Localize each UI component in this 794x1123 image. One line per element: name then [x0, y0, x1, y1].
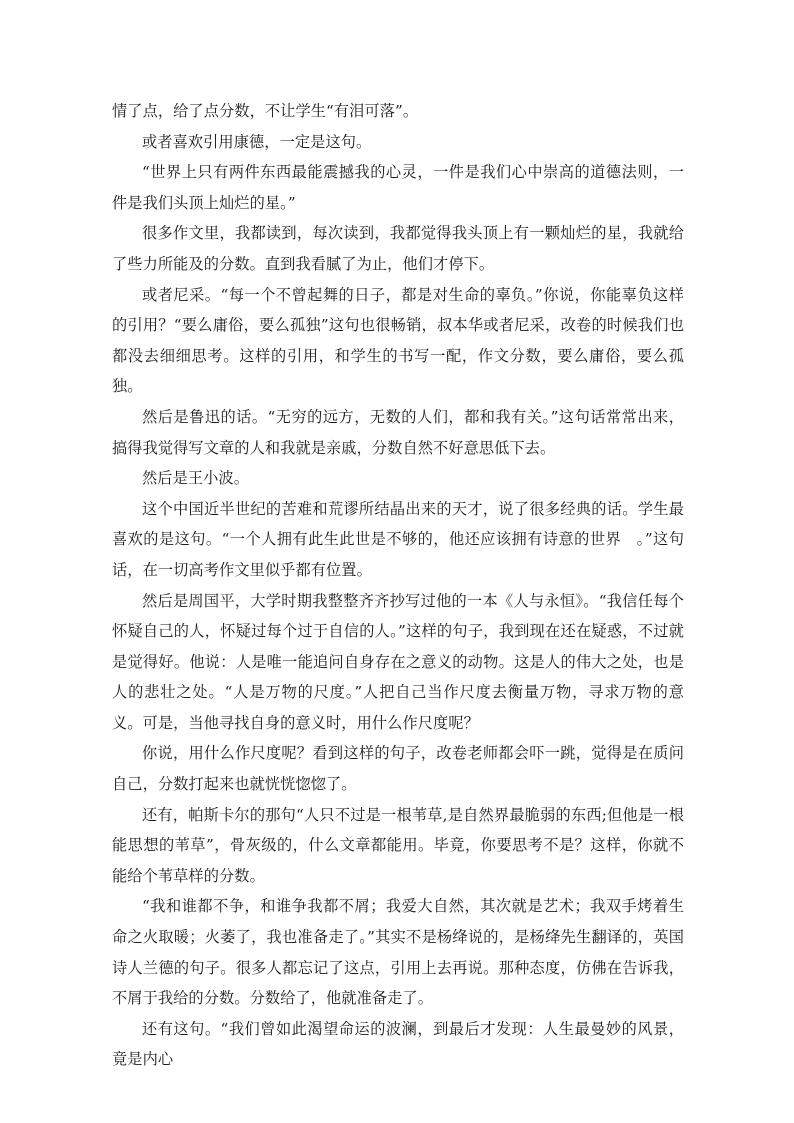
- paragraph: 还有这句。“我们曾如此渴望命运的波澜，到最后才发现：人生最曼妙的风景，竟是内心: [112, 1019, 684, 1069]
- document-page: [112, 96, 684, 1075]
- paragraph: “世界上只有两件东西最能震撼我的心灵，一件是我们心中崇高的道德法则，一件是我们头顶上灿烂的星。”: [112, 163, 684, 212]
- paragraph: 然后是鲁迅的话。“无穷的远方，无数的人们，都和我有关。”这句话常常出来，搞得我觉得写文章的人和我就是亲戚，分数自然不好意思低下去。: [112, 407, 684, 457]
- paragraph: 然后是周国平，大学时期我整整齐齐抄写过他的一本《人与永恒》。“我信任每个怀疑自己的人，怀疑过每个过于自信的人。”这样的句子，我到现在还在疑惑，不过就是觉得好。他说：人是唯一能追问自身存在之意义的动物。这是人的伟大之处，也是人的悲壮之处。“人是万物的尺度。”人把自己当作尺度去衡量万物，寻求万物的意义。可是，当他寻找自身的意义时，用什么作尺度呢？: [112, 591, 684, 732]
- paragraph: 还有，帕斯卡尔的那句“人只不过是一根苇草,是自然界最脆弱的东西;但他是一根能思想的苇草”，骨灰级的，什么文章都能用。毕竟，你要思考不是？这样，你就不能给个苇草样的分数。: [112, 805, 684, 885]
- paragraph: 很多作文里，我都读到，每次读到，我都觉得我头顶上有一颗灿烂的星，我就给了些力所能及的分数。直到我看腻了为止，他们才停下。: [112, 224, 684, 273]
- paragraph: 你说，用什么作尺度呢？看到这样的句子，改卷老师都会吓一跳，觉得是在质问自己，分数打起来也就恍恍惚惚了。: [112, 744, 684, 794]
- paragraph: “我和谁都不争，和谁争我都不屑；我爱大自然，其次就是艺术；我双手烤着生命之火取暖；火萎了，我也准备走了。”其实不是杨绛说的，是杨绛先生翻译的，英国诗人兰德的句子。很多人都忘记了这点，引用上去再说。那种态度，仿佛在告诉我，不屑于我给的分数。分数给了，他就准备走了。: [112, 897, 684, 1008]
- paragraph: 或者尼采。“每一个不曾起舞的日子，都是对生命的辜负。”你说，你能辜负这样的引用？“要么庸俗，要么孤独”这句也很畅销，叔本华或者尼采，改卷的时候我们也都没去细细思考。这样的引用，和学生的书写一配，作文分数，要么庸俗，要么孤独。: [112, 285, 684, 396]
- paragraph: 然后是王小波。: [142, 469, 250, 488]
- paragraph: 这个中国近半世纪的苦难和荒谬所结晶出来的天才，说了很多经典的话。学生最喜欢的是这句。“一个人拥有此生此世是不够的，他还应该拥有诗意的世界 。”这句话，在一切高考作文里似乎都有位置。: [112, 499, 684, 579]
- paragraph: 或者喜欢引用康德，一定是这句。: [142, 132, 372, 151]
- paragraph: 情了点，给了点分数，不让学生“有泪可落”。: [112, 102, 419, 120]
